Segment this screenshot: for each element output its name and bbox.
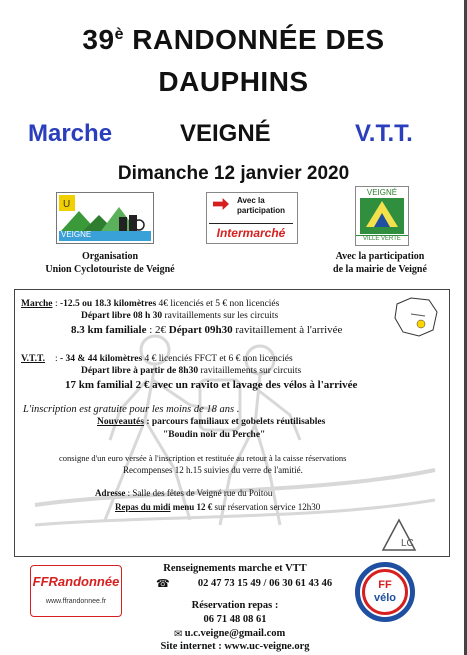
marche-line-3: 8.3 km familiale : 2€ Départ 09h30 ravitaillement à l'arrivée — [71, 324, 343, 336]
intermarche-brand: Intermarché — [209, 223, 293, 240]
title-number: 39 — [82, 24, 115, 55]
organisation-name: Union Cyclotouriste de Veigné — [45, 264, 175, 275]
email-icon: ✉ — [174, 629, 183, 640]
veigne-logo-bottom: VILLE VERTE — [356, 235, 408, 242]
ff-velo-logo — [355, 562, 415, 622]
uc-veigne-logo-text: VEIGNE — [61, 230, 92, 239]
boudin-noir: "Boudin noir du Perche" — [163, 430, 266, 440]
ffrandonnee-url: www.ffrandonnee.fr — [45, 598, 107, 605]
organisation-heading: Organisation — [81, 251, 139, 262]
contact-email: u.c.veigne@gmail.com — [184, 628, 286, 639]
veigne-label: VEIGNÉ — [180, 120, 271, 147]
participation-heading: Avec la participation — [335, 251, 425, 262]
veigne-ville-verte-logo — [355, 186, 409, 246]
title-rest: RANDONNÉE DES — [123, 24, 385, 55]
vtt-section-label: V.T.T. — [21, 354, 46, 364]
nouveautes-line: Nouveautés : parcours familiaux et gobelets réutilisables — [97, 417, 326, 427]
lc-logo-icon — [379, 514, 419, 554]
reservation-phone: 06 71 48 08 61 — [203, 614, 267, 625]
contact-heading: Renseignements marche et VTT — [163, 563, 307, 574]
contact-site: Site internet : www.uc-veigne.org — [160, 641, 310, 652]
intermarche-line1: Avec la — [237, 196, 265, 205]
title-line-2: DAUPHINS — [158, 66, 309, 97]
contact-phones: 02 47 73 15 49 / 06 30 61 43 46 — [197, 578, 333, 589]
phone-icon: ☎ — [156, 578, 170, 590]
repas-line: Repas du midi menu 12 € sur réservation service 12h30 — [115, 502, 321, 512]
marche-line-2: Départ libre 08 h 30 ravitaillements sur les circuits — [81, 311, 279, 321]
svg-text:LC: LC — [401, 538, 414, 549]
map-icon — [391, 294, 441, 339]
participation-name: de la mairie de Veigné — [333, 264, 427, 275]
event-date: Dimanche 12 janvier 2020 — [117, 163, 350, 184]
adresse-line: Adresse : Salle des fêtes de Veigné rue du Poitou — [95, 488, 273, 498]
uc-veigne-logo — [56, 192, 154, 244]
svg-text:U: U — [63, 199, 71, 210]
consigne-text: consigne d'un euro versée à l'inscription et restituée au retour à la caisse réservations — [59, 453, 347, 463]
ffrandonnee-logo — [30, 565, 122, 617]
vtt-line-1: : - 34 & 44 kilomètres 4 € licenciés FFCT et 6 € non licenciés — [55, 354, 293, 364]
title-sup: è — [114, 26, 124, 43]
veigne-logo-top: VEIGNÉ — [366, 188, 398, 197]
vtt-line-3: 17 km familial 2 € avec un ravito et lavage des vélos à l'arrivée — [65, 379, 358, 391]
free-for-minors: L'inscription est gratuite pour les moins de 18 ans . — [23, 404, 240, 415]
marche-label: Marche — [28, 120, 113, 147]
vtt-line-2: Départ libre à partir de 8h30 ravitaillements sur circuits — [81, 366, 302, 376]
ff-velo-top: FF — [378, 579, 392, 591]
ffrandonnee-name: FFRandonnée — [32, 574, 120, 589]
title-line-1 — [0, 24, 467, 56]
intermarche-logo — [206, 192, 298, 244]
intermarche-line2: participation — [237, 206, 286, 215]
marche-section-label: Marche — [21, 299, 53, 309]
info-box — [14, 289, 450, 557]
intermarche-arrow-icon — [213, 198, 229, 210]
recompenses-text: Recompenses 12 h.15 suivies du verre de l'amitié. — [123, 465, 303, 475]
ff-velo-bottom: vélo — [373, 592, 396, 604]
reservation-label: Réservation repas : — [191, 600, 279, 611]
marche-line-1: : -12.5 ou 18.3 kilomètres 4€ licenciés et 5 € non licenciés — [55, 299, 280, 309]
vtt-label: V.T.T. — [355, 120, 413, 147]
